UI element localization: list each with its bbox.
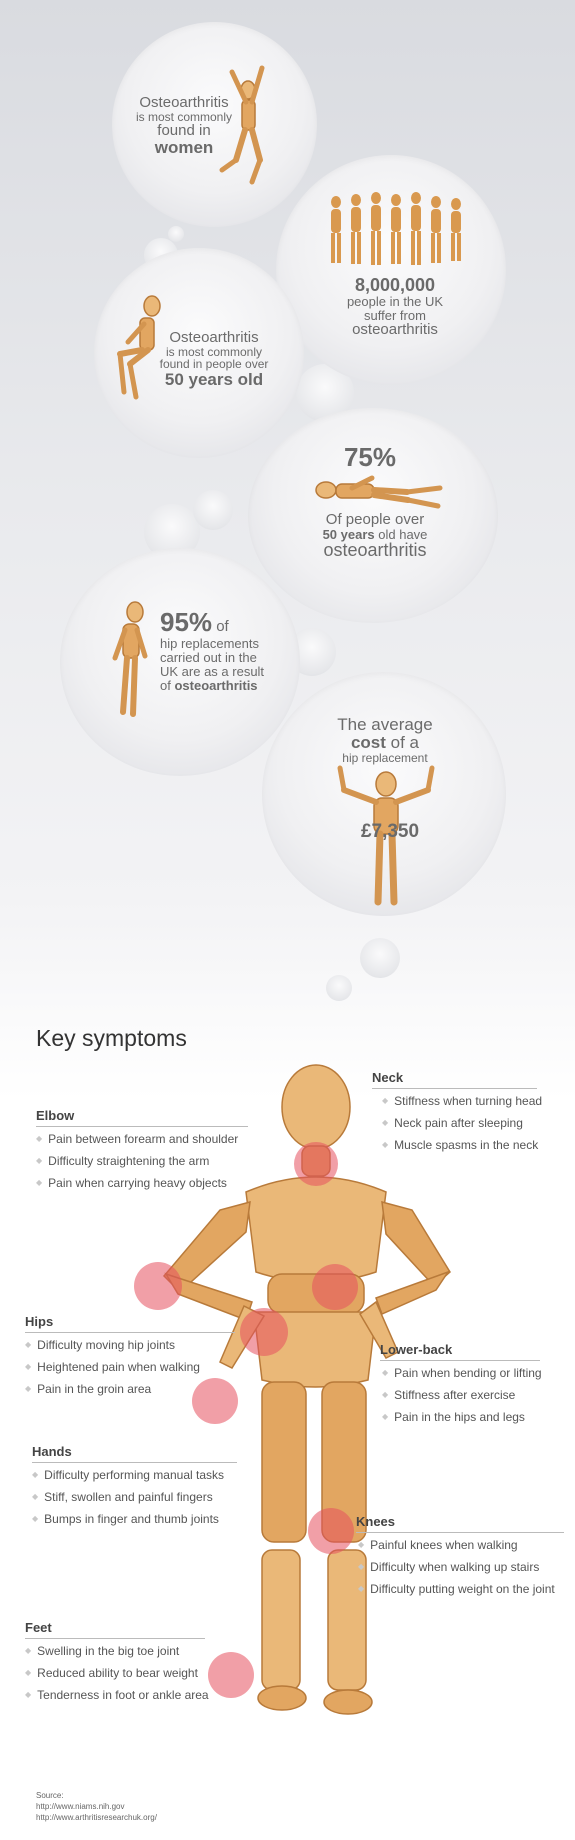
neck-symptom-list — [382, 1090, 542, 1156]
decor-bubble — [326, 975, 352, 1001]
knees-symptom: ◆ Painful knees when walking — [358, 1534, 555, 1556]
feet-symptom-list — [25, 1640, 209, 1706]
feet-heading: Feet — [25, 1620, 52, 1635]
knees-symptom-list — [358, 1534, 555, 1600]
hips-symptom-list — [25, 1334, 200, 1400]
feet-hotspot[interactable] — [208, 1652, 254, 1698]
fact-95-text: 95% of hip replacements carried out in the UK are as a result of osteoarthritis — [160, 607, 265, 694]
feet-symptom: ◆ Reduced ability to bear weight — [25, 1662, 209, 1684]
elbow-symptom: ◆ Difficulty straightening the arm — [36, 1150, 238, 1172]
lower-back-symptom: ◆ Pain in the hips and legs — [382, 1406, 542, 1428]
source-link[interactable]: http://www.arthritisresearchuk.org/ — [36, 1813, 157, 1822]
fact-age-text: Osteoarthritis is most commonly found in people over 50 years old — [159, 329, 269, 389]
hands-heading: Hands — [32, 1444, 72, 1459]
fact-75-age-rest: old have — [374, 526, 428, 542]
lying-mannequin-figure — [312, 470, 447, 514]
fact-cost-text: The average cost of a hip replacement — [337, 715, 433, 765]
symptoms-title: Key symptoms — [36, 1025, 187, 1051]
hands-symptom: ◆ Stiff, swollen and painful fingers — [32, 1486, 224, 1508]
lower-back-symptom: ◆ Pain when bending or lifting — [382, 1362, 542, 1384]
elbow-heading: Elbow — [36, 1108, 75, 1123]
lower-back-symptom-list — [382, 1362, 542, 1428]
hands-symptom-list — [32, 1464, 224, 1530]
elbow-hotspot[interactable] — [134, 1262, 182, 1310]
knees-symptom: ◆ Difficulty when walking up stairs — [358, 1556, 555, 1578]
hands-symptom: ◆ Bumps in finger and thumb joints — [32, 1508, 224, 1530]
fact-75-age: 50 years — [322, 526, 375, 542]
elbow-symptom: ◆ Pain between forearm and shoulder — [36, 1128, 238, 1150]
feet-symptom: ◆ Tenderness in foot or ankle area — [25, 1684, 209, 1706]
hands-symptom: ◆ Difficulty performing manual tasks — [32, 1464, 224, 1486]
decor-bubble — [168, 226, 184, 242]
elbow-rule — [36, 1126, 248, 1127]
neck-symptom: ◆ Neck pain after sleeping — [382, 1112, 542, 1134]
lower-back-rule — [380, 1360, 540, 1361]
feet-rule — [25, 1638, 205, 1639]
decor-bubble — [360, 938, 400, 978]
fact-75-text: Of people over 50 years old have osteoarthritis — [322, 511, 428, 561]
source-label: Source: — [36, 1791, 64, 1800]
fact-75-number: 75% — [343, 442, 397, 472]
hip-pain-mannequin-figure — [105, 600, 157, 720]
fact-cost-word: cost — [350, 732, 386, 752]
fact-95-number: 95% — [160, 607, 213, 637]
lower-back-heading: Lower-back — [380, 1342, 453, 1357]
lower-back-hotspot[interactable] — [312, 1264, 358, 1310]
jumping-mannequin-figure — [212, 60, 277, 190]
hips-symptom: ◆ Pain in the groin area — [25, 1378, 200, 1400]
fact-cost-rest: of a — [385, 732, 420, 752]
neck-heading: Neck — [372, 1070, 404, 1085]
neck-rule — [372, 1088, 537, 1089]
fact-95-cause: osteoarthritis — [174, 678, 258, 694]
elbow-symptom: ◆ Pain when carrying heavy objects — [36, 1172, 238, 1194]
hands-rule — [32, 1462, 237, 1463]
hips-hotspot[interactable] — [240, 1308, 288, 1356]
neck-symptom: ◆ Muscle spasms in the neck — [382, 1134, 542, 1156]
knees-symptom: ◆ Difficulty putting weight on the joint — [358, 1578, 555, 1600]
elbow-symptom-list — [36, 1128, 238, 1194]
neck-symptom: ◆ Stiffness when turning head — [382, 1090, 542, 1112]
source-block — [36, 1790, 157, 1823]
fact-cost-amount: £7,350 — [360, 821, 420, 842]
hips-symptom: ◆ Difficulty moving hip joints — [25, 1334, 200, 1356]
mannequin-group-figure — [322, 190, 470, 270]
knees-hotspot[interactable] — [308, 1508, 354, 1554]
fact-95-of: of — [160, 678, 175, 694]
lower-back-symptom: ◆ Stiffness after exercise — [382, 1384, 542, 1406]
hips-symptom: ◆ Heightened pain when walking — [25, 1356, 200, 1378]
hips-heading: Hips — [25, 1314, 54, 1329]
fact-95-suffix: of — [212, 618, 229, 635]
fact-uk-text: 8,000,000 people in the UK suffer from osteoarthritis — [346, 275, 444, 339]
neck-hotspot[interactable] — [294, 1142, 338, 1186]
feet-symptom: ◆ Swelling in the big toe joint — [25, 1640, 209, 1662]
hips-rule — [25, 1332, 235, 1333]
source-link[interactable]: http://www.niams.nih.gov — [36, 1802, 125, 1811]
knees-rule — [356, 1532, 564, 1533]
fact-women-text: Osteoarthritis is most commonly found in women — [135, 94, 233, 158]
decor-bubble — [193, 490, 233, 530]
knees-heading: Knees — [356, 1514, 396, 1529]
